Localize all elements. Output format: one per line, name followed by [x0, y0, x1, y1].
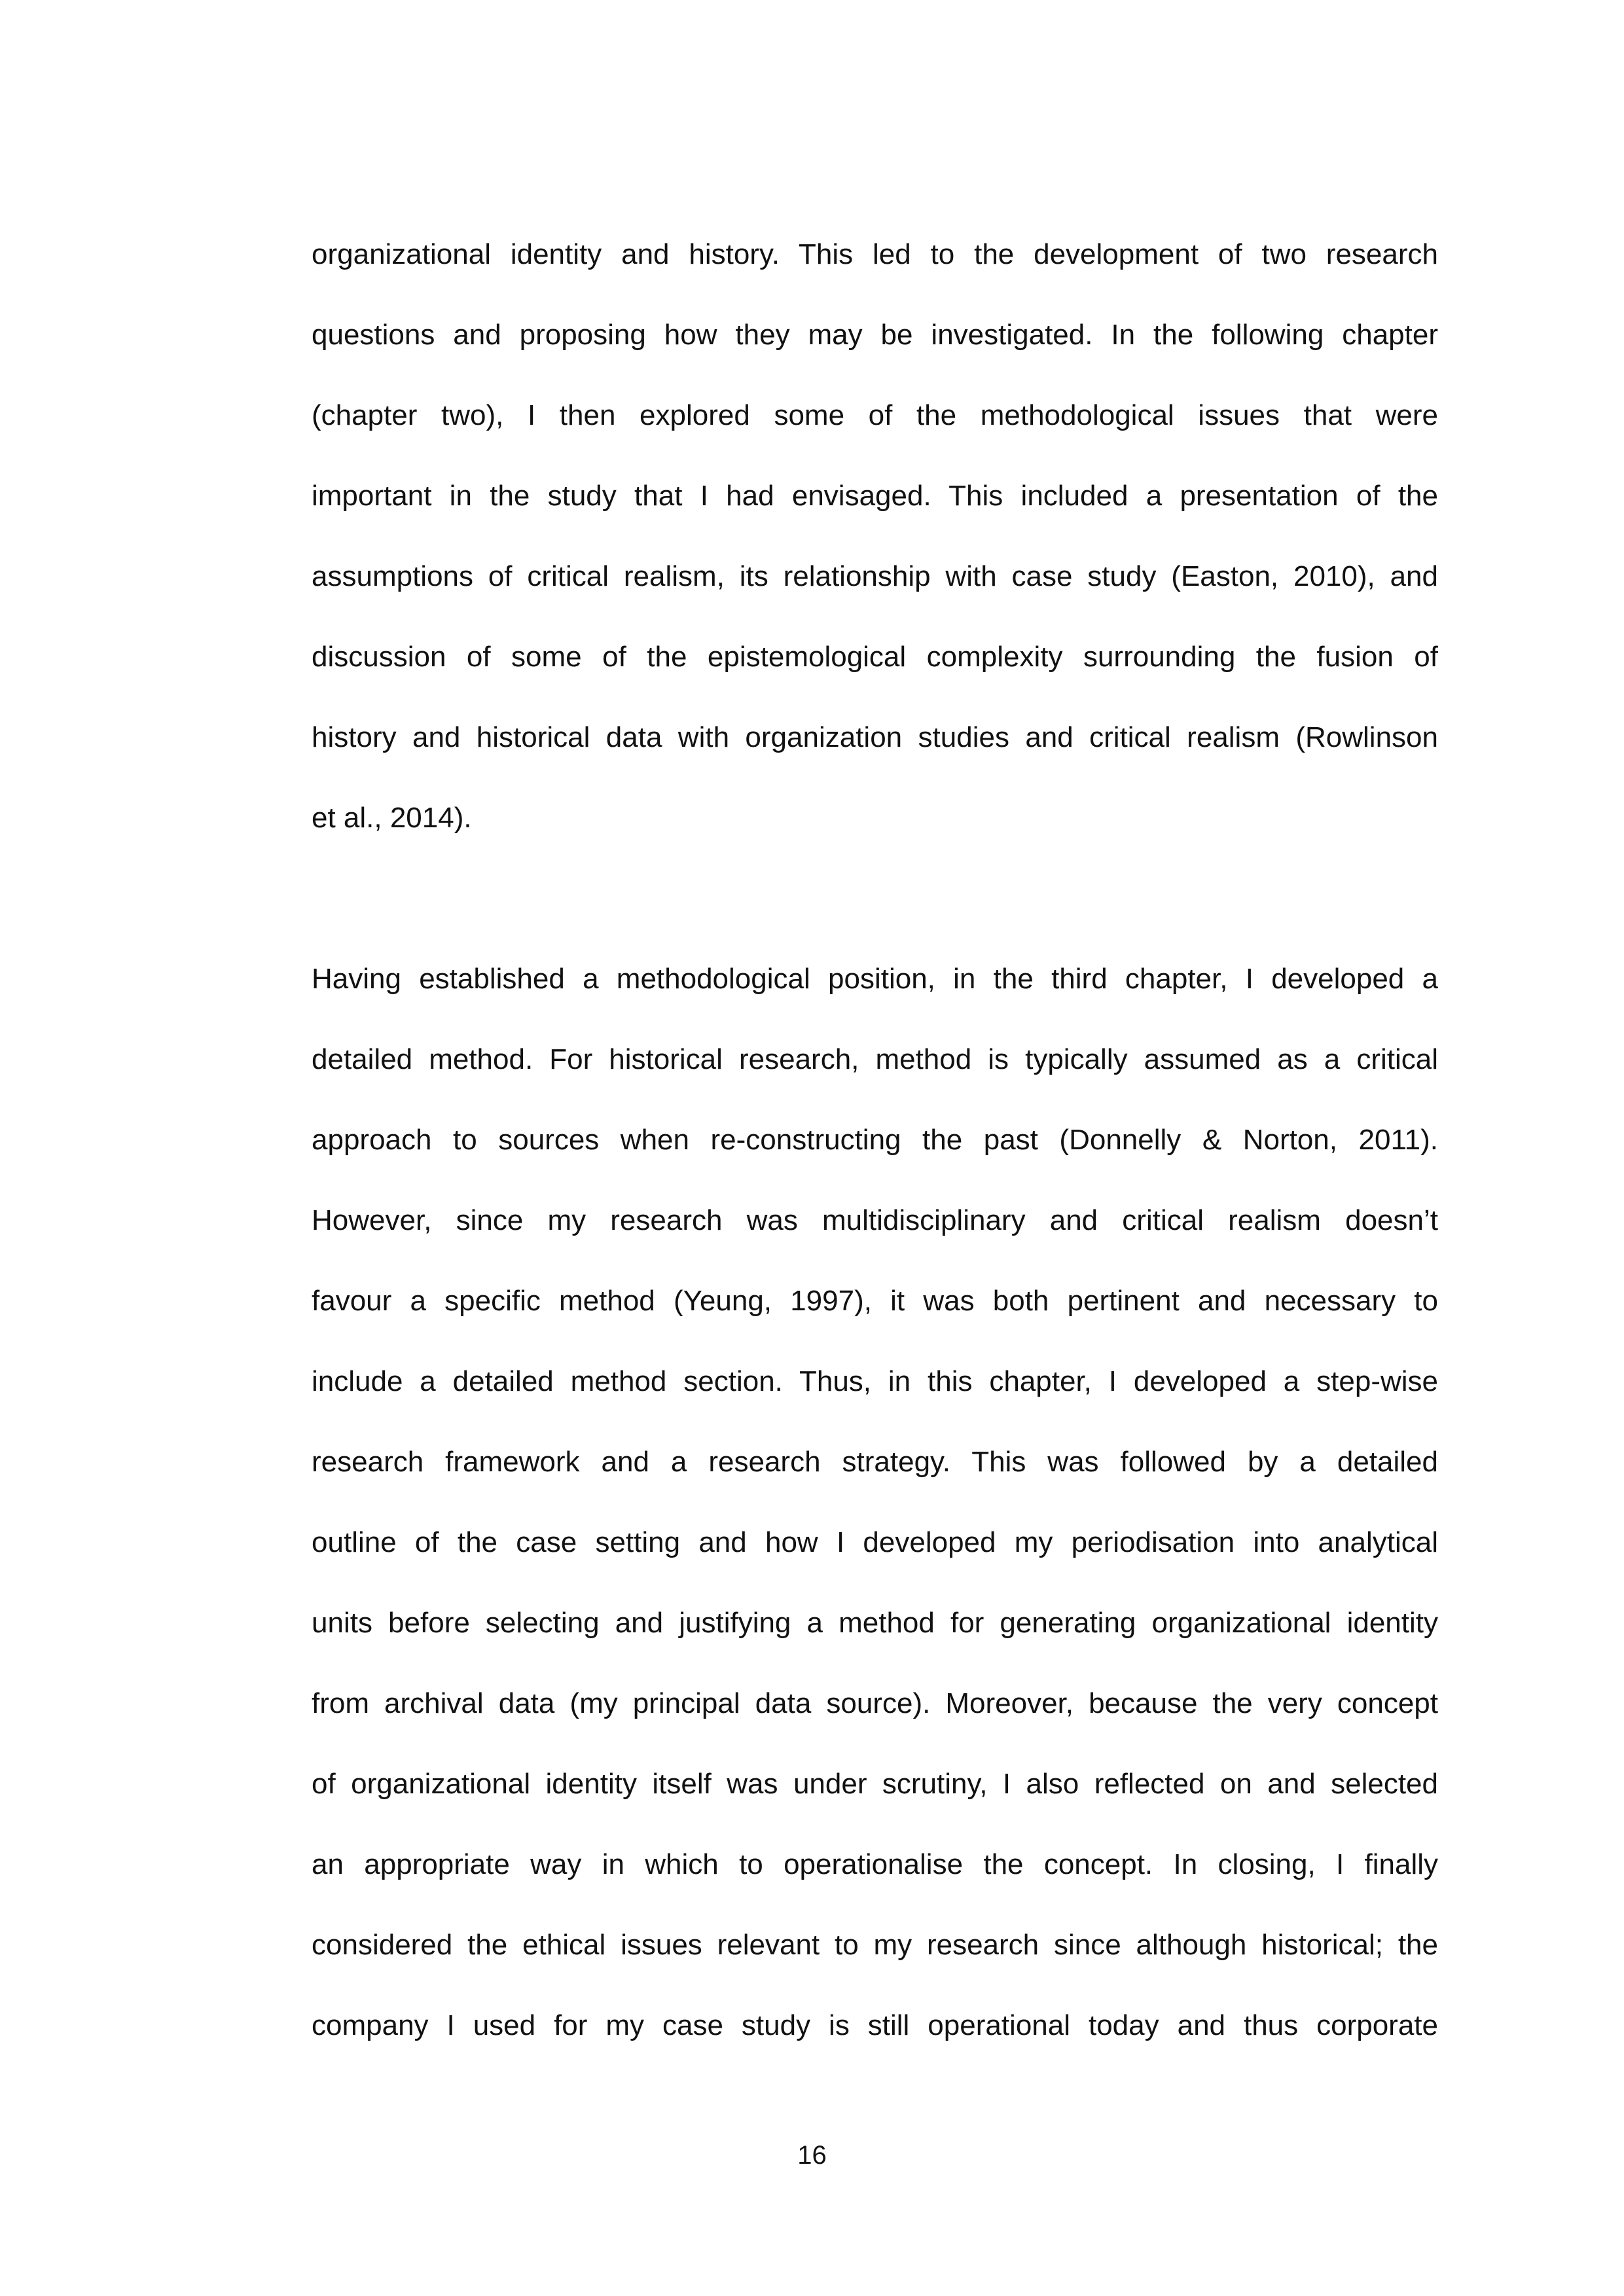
- text-line: of organizational identity itself was under scrutiny, I also reflected on and selected: [312, 1768, 1438, 1800]
- paragraph: [312, 939, 1438, 2066]
- text-line: research framework and a research strategy. This was followed by a detailed: [312, 1446, 1438, 1478]
- text-line: (chapter two), I then explored some of the methodological issues that were: [312, 399, 1438, 431]
- text-line: approach to sources when re-constructing the past (Donnelly & Norton, 2011).: [312, 1124, 1438, 1156]
- text-line: an appropriate way in which to operationalise the concept. In closing, I finally: [312, 1848, 1438, 1880]
- text-line: organizational identity and history. This led to the development of two research: [312, 238, 1438, 270]
- text-line: considered the ethical issues relevant to my research since although historical; the: [312, 1929, 1438, 1961]
- text-line: favour a specific method (Yeung, 1997), it was both pertinent and necessary to: [312, 1285, 1438, 1317]
- page-number: 16: [797, 2141, 827, 2170]
- text-line: et al., 2014).: [312, 802, 472, 834]
- text-line: include a detailed method section. Thus, in this chapter, I developed a step-wise: [312, 1365, 1438, 1397]
- text-line: outline of the case setting and how I developed my periodisation into analytical: [312, 1526, 1438, 1558]
- text-line: units before selecting and justifying a method for generating organizational identity: [312, 1607, 1438, 1639]
- text-line: assumptions of critical realism, its relationship with case study (Easton, 2010), and: [312, 560, 1438, 592]
- paragraph: [312, 214, 1438, 858]
- text-line: detailed method. For historical research, method is typically assumed as a critical: [312, 1043, 1438, 1075]
- text-line: company I used for my case study is still operational today and thus corporate: [312, 2009, 1438, 2041]
- text-line: discussion of some of the epistemological complexity surrounding the fusion of: [312, 641, 1438, 673]
- text-line: important in the study that I had envisaged. This included a presentation of the: [312, 480, 1438, 512]
- text-line: questions and proposing how they may be investigated. In the following chapter: [312, 319, 1438, 351]
- text-line: However, since my research was multidisciplinary and critical realism doesn’t: [312, 1204, 1438, 1236]
- text-line: history and historical data with organization studies and critical realism (Rowlinson: [312, 721, 1438, 753]
- text-line: from archival data (my principal data source). Moreover, because the very concept: [312, 1687, 1438, 1719]
- text-line: Having established a methodological position, in the third chapter, I developed a: [312, 963, 1438, 995]
